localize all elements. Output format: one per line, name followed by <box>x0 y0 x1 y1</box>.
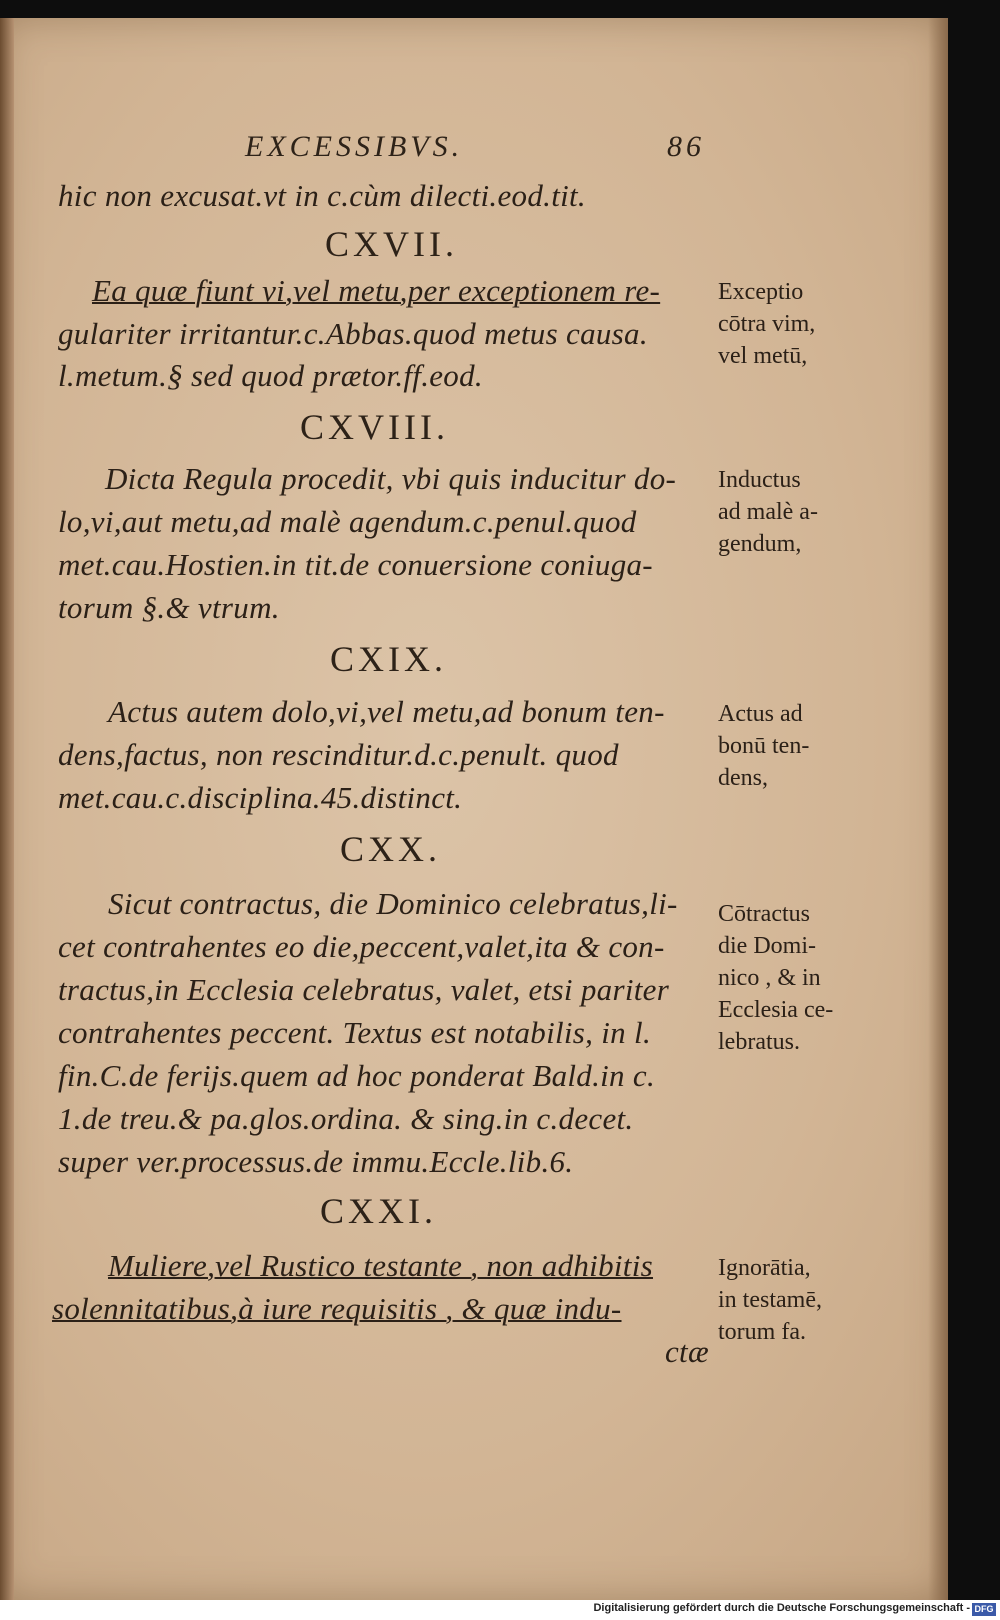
margin-note: Actus ad <box>718 701 803 727</box>
text-line: l.metum.§ sed quod prætor.ff.eod. <box>58 358 483 393</box>
margin-note: lebratus. <box>718 1029 800 1055</box>
text-line: hic non excusat.vt in c.cùm dilecti.eod.tit. <box>58 178 586 213</box>
running-header <box>245 130 705 164</box>
text-line: fin.C.de ferijs.quem ad hoc ponderat Bald.in c. <box>58 1058 655 1093</box>
text-line: Actus autem dolo,vi,vel metu,ad bonum ten- <box>108 694 665 729</box>
text-line: super ver.processus.de immu.Eccle.lib.6. <box>58 1144 574 1179</box>
text-line: Muliere,vel Rustico testante , non adhibitis <box>108 1248 653 1283</box>
text-line: met.cau.Hostien.in tit.de conuersione coniuga- <box>58 547 653 582</box>
text-line: tractus,in Ecclesia celebratus, valet, etsi pariter <box>58 972 670 1007</box>
text-line: Sicut contractus, die Dominico celebratus,li- <box>108 886 678 921</box>
section-number: CXX. <box>340 829 442 869</box>
margin-note: Exceptio <box>718 279 804 305</box>
text-line: Ea quæ fiunt vi,vel metu,per exceptionem re- <box>92 273 661 308</box>
section-number: CXXI. <box>320 1191 437 1231</box>
section-number: CXIX. <box>330 639 447 679</box>
margin-note: bonū ten- <box>718 733 810 759</box>
text-line: contrahentes peccent. Textus est notabilis, in l. <box>58 1015 651 1050</box>
running-title: EXCESSIBVS. <box>245 130 464 163</box>
margin-note: gendum, <box>718 531 802 557</box>
margin-note: Ecclesia ce- <box>718 997 834 1023</box>
page-number: 86 <box>667 130 705 163</box>
margin-note: torum fa. <box>718 1319 806 1345</box>
text-line: dens,factus, non rescinditur.d.c.penult. quod <box>58 737 619 772</box>
footer-credit: Digitalisierung gefördert durch die Deutsche Forschungsgemeinschaft - <box>593 1602 970 1614</box>
text-line: torum §.& vtrum. <box>58 590 280 625</box>
margin-note: vel metū, <box>718 343 808 369</box>
section-number: CXVIII. <box>300 407 449 447</box>
margin-note: nico , & in <box>718 965 821 991</box>
text-line: Dicta Regula procedit, vbi quis inducitur do- <box>105 461 677 496</box>
book-spine-shadow <box>0 18 14 1600</box>
text-line: 1.de treu.& pa.glos.ordina. & sing.in c.decet. <box>58 1101 634 1136</box>
margin-note: cōtra vim, <box>718 311 816 337</box>
digitization-footer <box>0 1600 1000 1620</box>
text-line: lo,vi,aut metu,ad malè agendum.c.penul.quod <box>58 504 637 539</box>
text-line: gulariter irritantur.c.Abbas.quod metus causa. <box>58 316 648 351</box>
text-line: met.cau.c.disciplina.45.distinct. <box>58 780 463 815</box>
text-line: cet contrahentes eo die,peccent,valet,ita & con- <box>58 929 665 964</box>
margin-note: ad malè a- <box>718 499 818 525</box>
section-number: CXVII. <box>325 224 458 264</box>
margin-note: Inductus <box>718 467 801 493</box>
page-edge-shadow <box>928 18 948 1600</box>
dfg-logo-icon: DFG <box>972 1603 996 1616</box>
margin-note: Cōtractus <box>718 901 810 927</box>
book-page <box>0 18 948 1600</box>
margin-note: Ignorātia, <box>718 1255 811 1281</box>
catchword: ctæ <box>665 1334 709 1369</box>
margin-note: die Domi- <box>718 933 816 959</box>
text-line: solennitatibus,à iure requisitis , & quæ indu- <box>52 1291 622 1326</box>
margin-note: in testamē, <box>718 1287 822 1313</box>
margin-note: dens, <box>718 765 768 791</box>
